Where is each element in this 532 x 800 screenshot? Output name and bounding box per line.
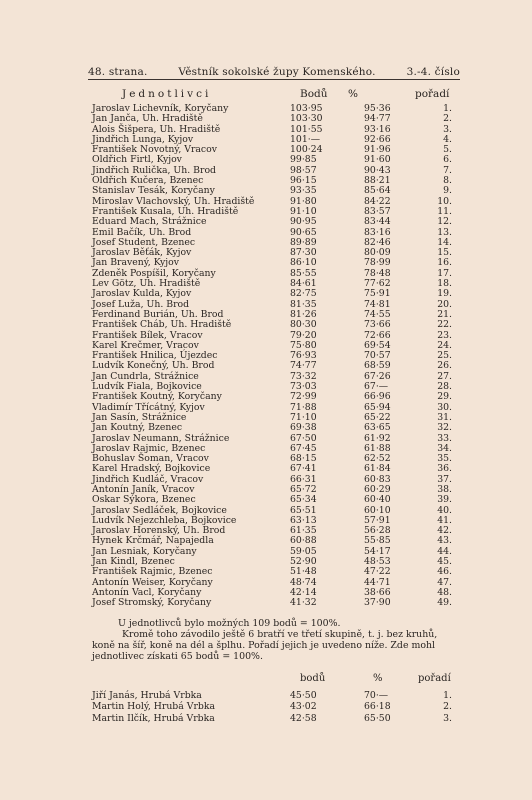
column-header-name: Jednotlivci [122, 88, 212, 100]
points-value: 65·72 [290, 483, 317, 495]
athlete-name: Martin Ilčík, Hrubá Vrbka [92, 712, 215, 724]
percent-value: 72·66 [364, 329, 391, 341]
percent-value: 69·54 [364, 339, 391, 351]
athlete-name: František Koutný, Koryčany [92, 391, 222, 403]
athlete-name: Jan Kindl, Bzenec [92, 556, 175, 568]
percent-value: 65·94 [364, 401, 391, 413]
athlete-name: Jaroslav Rajmic, Bzenec [92, 442, 206, 454]
percent-value: 67·— [364, 381, 389, 393]
athlete-name: Jindřich Kudláč, Vracov [92, 473, 204, 485]
rank-value: 31. [437, 411, 452, 423]
page-header [88, 58, 460, 80]
rank-value: 24. [437, 339, 452, 351]
points-value: 48·74 [290, 576, 317, 588]
percent-value: 91·96 [364, 144, 391, 156]
percent-value: 74·81 [364, 298, 391, 310]
rank-value: 41. [437, 514, 452, 526]
points-value: 85·55 [290, 267, 317, 279]
percent-value: 83·16 [364, 226, 391, 238]
points-value: 87·30 [290, 247, 317, 259]
rank-value: 34. [437, 442, 452, 454]
points-value: 42·58 [290, 712, 317, 724]
points-value: 63·13 [290, 514, 317, 526]
rank-value: 21. [437, 308, 452, 320]
points-value: 79·20 [290, 329, 317, 341]
rank-value: 48. [437, 586, 452, 598]
percent-value: 70·57 [364, 350, 391, 362]
athlete-name: Martin Holý, Hrubá Vrbka [92, 701, 216, 713]
points-value: 89·89 [290, 236, 317, 248]
rank-value: 42. [437, 525, 452, 537]
rank-value: 12. [437, 216, 452, 228]
rank-value: 35. [437, 453, 452, 465]
results-table [92, 104, 452, 609]
points-value: 84·61 [290, 278, 317, 290]
extra-column-header-points: bodů [300, 673, 326, 684]
percent-value: 82·46 [364, 236, 391, 248]
rank-value: 2. [443, 701, 452, 713]
athlete-name: Josef Luža, Uh. Brod [92, 298, 190, 310]
athlete-name: Zdeněk Pospíšil, Koryčany [92, 267, 216, 279]
points-value: 90·95 [290, 216, 317, 228]
athlete-name: Jan Koutný, Bzenec [92, 422, 183, 434]
athlete-name: František Kusala, Uh. Hradiště [92, 205, 239, 217]
points-value: 45·50 [290, 690, 317, 701]
points-value: 51·48 [290, 566, 317, 578]
percent-value: 60·83 [364, 473, 391, 485]
athlete-name: Stanislav Tesák, Koryčany [92, 185, 215, 197]
points-value: 74·77 [290, 360, 317, 372]
rank-value: 29. [437, 391, 452, 403]
points-value: 99·85 [290, 154, 317, 166]
percent-value: 57·91 [364, 514, 391, 526]
percent-value: 83·44 [364, 216, 391, 228]
percent-value: 44·71 [364, 576, 391, 588]
athlete-name: Ludvík Fiala, Bojkovice [92, 381, 202, 393]
percent-value: 37·90 [364, 597, 391, 609]
athlete-name: Josef Stromský, Koryčany [92, 597, 212, 609]
percent-value: 93·16 [364, 123, 391, 135]
rank-value: 36. [437, 463, 452, 475]
table-row [92, 320, 452, 330]
rank-value: 17. [437, 267, 452, 279]
athlete-name: Antonín Weiser, Koryčany [92, 576, 213, 588]
rank-value: 1. [443, 690, 452, 701]
athlete-name: Jindřich Rulička, Uh. Brod [92, 164, 216, 176]
athlete-name: František Rajmic, Bzenec [92, 566, 213, 578]
rank-value: 4. [443, 133, 452, 145]
rank-value: 5. [443, 144, 452, 156]
athlete-name: Oldřich Firtl, Kyjov [92, 154, 182, 166]
rank-value: 22. [437, 319, 452, 331]
percent-value: 61·92 [364, 432, 391, 444]
percent-value: 66·96 [364, 391, 391, 403]
points-value: 100·24 [290, 144, 323, 156]
points-value: 93·35 [290, 185, 317, 197]
athlete-name: Miroslav Vlachovský, Uh. Hradiště [92, 195, 255, 207]
points-value: 65·51 [290, 504, 317, 516]
rank-value: 39. [437, 494, 452, 506]
athlete-name: František Bílek, Vracov [92, 329, 203, 341]
points-value: 42·14 [290, 586, 317, 598]
percent-value: 56·28 [364, 525, 391, 537]
points-value: 43·02 [290, 701, 317, 713]
rank-value: 33. [437, 432, 452, 444]
percent-value: 95·36 [364, 103, 391, 114]
rank-value: 14. [437, 236, 452, 248]
percent-value: 78·48 [364, 267, 391, 279]
points-value: 66·31 [290, 473, 317, 485]
points-value: 67·45 [290, 442, 317, 454]
points-value: 86·10 [290, 257, 317, 269]
issue-number: 3.-4. číslo [406, 66, 460, 78]
rank-value: 30. [437, 401, 452, 413]
rank-value: 15. [437, 247, 452, 259]
athlete-name: Jaroslav Kulda, Kyjov [92, 288, 192, 300]
rank-value: 32. [437, 422, 452, 434]
points-value: 67·41 [290, 463, 317, 475]
rank-value: 18. [437, 278, 452, 290]
rank-value: 2. [443, 113, 452, 125]
points-value: 65·34 [290, 494, 317, 506]
points-value: 76·93 [290, 350, 317, 362]
points-value: 73·32 [290, 370, 317, 382]
athlete-name: Alois Šišpera, Uh. Hradiště [92, 123, 221, 135]
athlete-name: Jindřich Lunga, Kyjov [92, 133, 194, 145]
points-value: 67·50 [290, 432, 317, 444]
points-value: 90·65 [290, 226, 317, 238]
column-header-points: Bodů [300, 88, 328, 100]
page-number: 48. strana. [88, 66, 148, 78]
rank-value: 1. [443, 103, 452, 114]
athlete-name: Jan Cundrla, Strážnice [92, 370, 199, 382]
percent-value: 78·99 [364, 257, 391, 269]
rank-value: 19. [437, 288, 452, 300]
athlete-name: Jan Janča, Uh. Hradiště [92, 113, 203, 125]
athlete-name: Oskar Sýkora, Bzenec [92, 494, 196, 506]
rank-value: 7. [443, 164, 452, 176]
points-value: 59·05 [290, 545, 317, 557]
points-value: 72·99 [290, 391, 317, 403]
percent-value: 92·66 [364, 133, 391, 145]
athlete-name: Jaroslav Sedláček, Bojkovice [92, 504, 227, 516]
points-value: 69·38 [290, 422, 317, 434]
points-value: 60·88 [290, 535, 317, 547]
athlete-name: František Cháb, Uh. Hradiště [92, 319, 232, 331]
athlete-name: Oldřich Kučera, Bzenec [92, 175, 204, 187]
athlete-name: Emil Bačík, Uh. Brod [92, 226, 192, 238]
athlete-name: Bohuslav Šoman, Vracov [92, 453, 209, 465]
percent-value: 38·66 [364, 586, 391, 598]
rank-value: 16. [437, 257, 452, 269]
points-value: 101·55 [290, 123, 323, 135]
athlete-name: Jaroslav Neumann, Strážnice [92, 432, 230, 444]
percent-value: 80·09 [364, 247, 391, 259]
athlete-name: Karel Hradský, Bojkovice [92, 463, 211, 475]
percent-value: 60·40 [364, 494, 391, 506]
rank-value: 47. [437, 576, 452, 588]
athlete-name: Jan Sasín, Strážnice [92, 411, 187, 423]
column-header-rank: pořadí [415, 88, 450, 100]
percent-value: 54·17 [364, 545, 391, 557]
points-value: 71·10 [290, 411, 317, 423]
rank-value: 28. [437, 381, 452, 393]
extra-column-header-rank: pořadí [418, 673, 451, 684]
column-header-percent: % [348, 88, 358, 100]
rank-value: 49. [437, 597, 452, 609]
athlete-name: Jaroslav Horenský, Uh. Brod [92, 525, 226, 537]
athlete-name: František Novotný, Vracov [92, 144, 217, 156]
percent-value: 60·29 [364, 483, 391, 495]
percent-value: 84·22 [364, 195, 391, 207]
rank-value: 40. [437, 504, 452, 516]
percent-value: 74·55 [364, 308, 391, 320]
rank-value: 13. [437, 226, 452, 238]
points-value: 80·30 [290, 319, 317, 331]
rank-value: 8. [443, 175, 452, 187]
athlete-name: Vladimír Třícátný, Kyjov [92, 401, 205, 413]
percent-value: 61·84 [364, 463, 391, 475]
points-value: 81·26 [290, 308, 317, 320]
percent-value: 63·65 [364, 422, 391, 434]
points-value: 103·30 [290, 113, 323, 125]
percent-value: 65·22 [364, 411, 391, 423]
rank-value: 44. [437, 545, 452, 557]
athlete-name: Antonín Janík, Vracov [92, 483, 195, 495]
percent-value: 48·53 [364, 556, 391, 568]
percent-value: 47·22 [364, 566, 391, 578]
rank-value: 3. [443, 123, 452, 135]
points-value: 96·15 [290, 175, 317, 187]
third-group-table [92, 690, 452, 724]
points-value: 103·95 [290, 103, 323, 114]
athlete-name: Karel Krečmer, Vracov [92, 339, 199, 351]
percent-value: 77·62 [364, 278, 391, 290]
percent-value: 60·10 [364, 504, 391, 516]
points-value: 91·80 [290, 195, 317, 207]
percent-value: 83·57 [364, 205, 391, 217]
athlete-name: Ludvík Nejezchleba, Bojkovice [92, 514, 237, 526]
rank-value: 27. [437, 370, 452, 382]
points-value: 81·35 [290, 298, 317, 310]
rank-value: 38. [437, 483, 452, 495]
percent-value: 68·59 [364, 360, 391, 372]
athlete-name: Hynek Krčmář, Napajedla [92, 535, 214, 547]
rank-value: 26. [437, 360, 452, 372]
rank-value: 11. [437, 205, 452, 217]
athlete-name: Jaroslav Běťák, Kyjov [92, 247, 192, 259]
third-group-note: Kromě toho závodilo ještě 6 bratří ve třetí skupině, t. j. bez kruhů, koně na šíř, koně na dél a šplhu. Pořadí jejich je uvedeno níže. Zde mohl jednotlivec získati 65 bodů = 100%. [92, 629, 438, 662]
table-row [92, 423, 452, 433]
percent-value: 85·64 [364, 185, 391, 197]
points-value: 52·90 [290, 556, 317, 568]
athlete-name: Jan Bravený, Kyjov [92, 257, 180, 269]
points-value: 71·88 [290, 401, 317, 413]
table-row [92, 690, 452, 701]
athlete-name: Ludvík Konečný, Uh. Brod [92, 360, 215, 372]
athlete-name: Josef Student, Bzenec [92, 236, 196, 248]
percent-value: 66·18 [364, 701, 391, 713]
athlete-name: Lev Götz, Uh. Hradiště [92, 278, 201, 290]
points-value: 98·57 [290, 164, 317, 176]
athlete-name: Antonín Vacl, Koryčany [92, 586, 202, 598]
rank-value: 9. [443, 185, 452, 197]
rank-value: 6. [443, 154, 452, 166]
percent-value: 55·85 [364, 535, 391, 547]
percent-value: 67·26 [364, 370, 391, 382]
rank-value: 3. [443, 712, 452, 724]
percent-value: 90·43 [364, 164, 391, 176]
athlete-name: Jaroslav Lichevník, Koryčany [92, 103, 229, 114]
rank-value: 37. [437, 473, 452, 485]
athlete-name: Eduard Mach, Strážnice [92, 216, 207, 228]
rank-value: 46. [437, 566, 452, 578]
rank-value: 20. [437, 298, 452, 310]
table-row [92, 713, 452, 724]
points-value: 82·75 [290, 288, 317, 300]
rank-value: 10. [437, 195, 452, 207]
points-value: 73·03 [290, 381, 317, 393]
rank-value: 25. [437, 350, 452, 362]
percent-value: 94·77 [364, 113, 391, 125]
percent-value: 73·66 [364, 319, 391, 331]
rank-value: 23. [437, 329, 452, 341]
table-row [92, 701, 452, 712]
max-points-note: U jednotlivců bylo možných 109 bodů = 100%. [118, 618, 341, 629]
percent-value: 70·— [364, 690, 389, 701]
athlete-name: František Hnilica, Újezdec [92, 350, 218, 362]
points-value: 68·15 [290, 453, 317, 465]
points-value: 75·80 [290, 339, 317, 351]
athlete-name: Ferdinand Burián, Uh. Brod [92, 308, 224, 320]
points-value: 61·35 [290, 525, 317, 537]
percent-value: 61·88 [364, 442, 391, 454]
journal-title: Věstník sokolské župy Komenského. [178, 66, 376, 78]
athlete-name: Jiří Janás, Hrubá Vrbka [92, 690, 202, 701]
rank-value: 45. [437, 556, 452, 568]
points-value: 101·— [290, 133, 320, 145]
percent-value: 75·91 [364, 288, 391, 300]
percent-value: 65·50 [364, 712, 391, 724]
table-row [92, 598, 452, 608]
points-value: 91·10 [290, 205, 317, 217]
athlete-name: Jan Lesniak, Koryčany [92, 545, 197, 557]
percent-value: 88·21 [364, 175, 391, 187]
rank-value: 43. [437, 535, 452, 547]
points-value: 41·32 [290, 597, 317, 609]
extra-column-header-percent: % [373, 673, 383, 684]
percent-value: 62·52 [364, 453, 391, 465]
percent-value: 91·60 [364, 154, 391, 166]
